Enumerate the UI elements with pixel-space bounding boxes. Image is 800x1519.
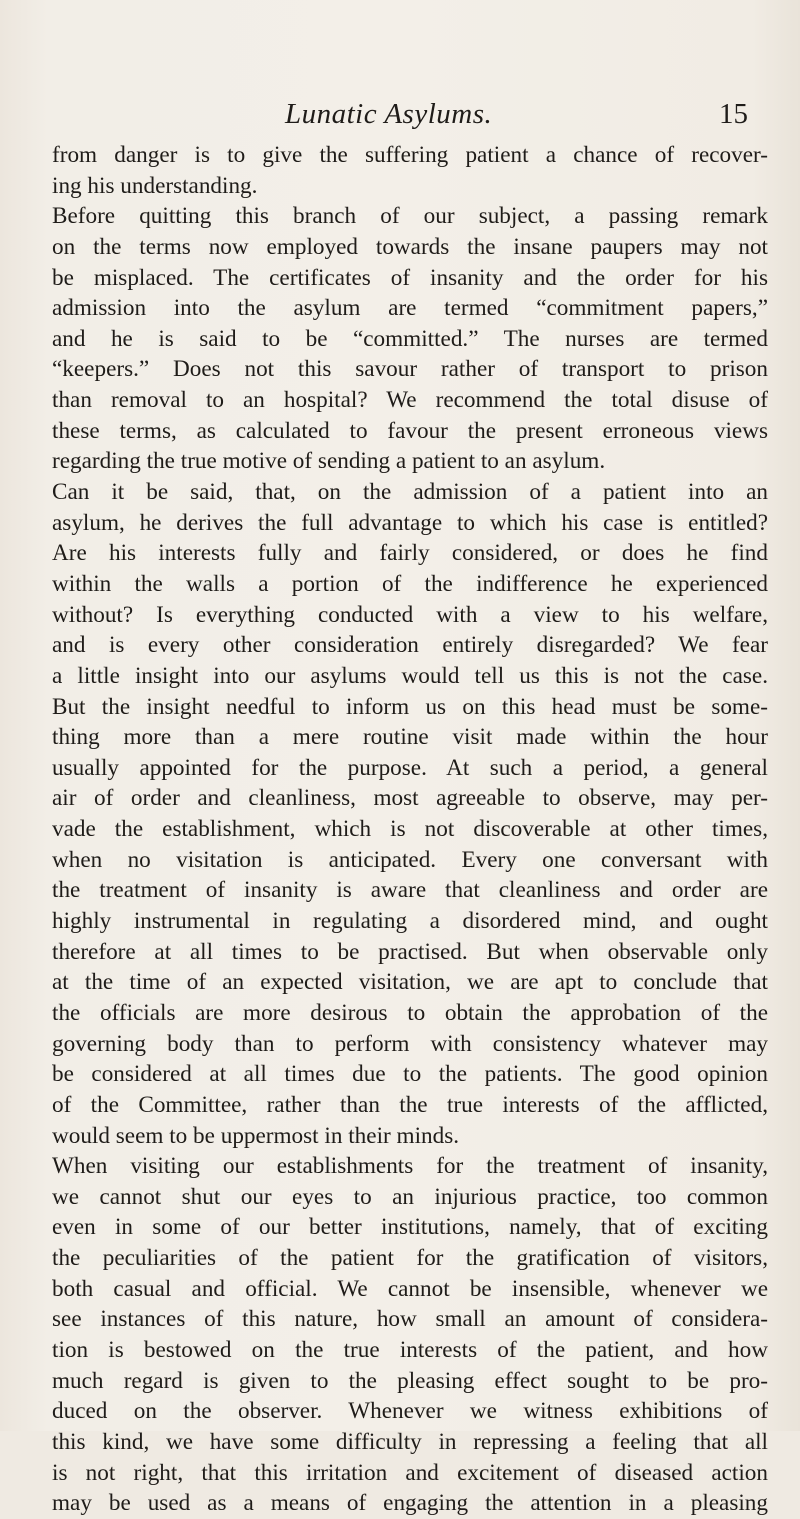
text-line: without? Is everything conducted with a view to his welfare, <box>52 601 768 628</box>
text-line: be considered at all times due to the patients. The good opinion <box>52 1061 768 1088</box>
text-line: governing body than to perform with consistency whatever may <box>52 1030 768 1057</box>
text-line: within the walls a portion of the indifference he experienced <box>52 570 768 597</box>
text-line: on the terms now employed towards the insane paupers may not <box>52 233 768 260</box>
body-text <box>52 140 768 1519</box>
text-line: much regard is given to the pleasing effect sought to be pro- <box>52 1367 768 1394</box>
text-line: at the time of an expected visitation, we are apt to conclude that <box>52 969 768 996</box>
text-line: be misplaced. The certificates of insanity and the order for his <box>52 264 768 291</box>
text-line: usually appointed for the purpose. At such a period, a general <box>52 754 768 781</box>
text-line: a little insight into our asylums would tell us this is not the case. <box>52 662 768 689</box>
page-header <box>0 98 800 138</box>
text-line: the treatment of insanity is aware that cleanliness and order are <box>52 877 768 904</box>
text-line: thing more than a mere routine visit made within the hour <box>52 724 768 751</box>
text-line: than removal to an hospital? We recommend the total disuse of <box>52 387 768 414</box>
text-line: admission into the asylum are termed “commitment papers,” <box>52 295 768 322</box>
text-line: ing his understanding. <box>52 172 258 199</box>
text-line: see instances of this nature, how small an amount of considera- <box>52 1306 768 1333</box>
text-line: even in some of our better institutions, namely, that of exciting <box>52 1214 768 1241</box>
text-line: duced on the observer. Whenever we witness exhibitions of <box>52 1398 768 1425</box>
page-number: 15 <box>719 98 748 130</box>
text-line: and he is said to be “committed.” The nurses are termed <box>52 325 768 352</box>
text-line: of the Committee, rather than the true interests of the afflicted, <box>52 1091 768 1118</box>
text-line: air of order and cleanliness, most agreeable to observe, may per- <box>52 785 768 812</box>
text-line: Before quitting this branch of our subject, a passing remark <box>52 203 768 230</box>
text-line: these terms, as calculated to favour the present erroneous views <box>52 417 768 444</box>
running-title: Lunatic Asylums. <box>285 98 493 130</box>
text-line: But the insight needful to inform us on this head must be some- <box>52 693 768 720</box>
text-line: vade the establishment, which is not discoverable at other times, <box>52 816 768 843</box>
text-line: is not right, that this irritation and excitement of diseased action <box>52 1459 768 1486</box>
text-line: the officials are more desirous to obtain the approbation of the <box>52 999 768 1026</box>
text-line: from danger is to give the suffering patient a chance of recover- <box>52 142 768 168</box>
text-line: when no visitation is anticipated. Every one conversant with <box>52 846 768 873</box>
text-line: would seem to be uppermost in their minds. <box>52 1122 460 1149</box>
text-line: this kind, we have some difficulty in repressing a feeling that all <box>52 1428 768 1455</box>
text-line: regarding the true motive of sending a patient to an asylum. <box>52 448 606 475</box>
text-line: tion is bestowed on the true interests of the patient, and how <box>52 1336 768 1363</box>
text-line: both casual and official. We cannot be insensible, whenever we <box>52 1275 768 1302</box>
text-line: the peculiarities of the patient for the gratification of visitors, <box>52 1245 768 1272</box>
text-line: Are his interests fully and fairly considered, or does he find <box>52 540 768 567</box>
text-line: and is every other consideration entirely disregarded? We fear <box>52 632 768 659</box>
text-line: “keepers.” Does not this savour rather of transport to prison <box>52 356 768 383</box>
text-line: highly instrumental in regulating a disordered mind, and ought <box>52 908 768 935</box>
text-line: we cannot shut our eyes to an injurious practice, too common <box>52 1183 768 1210</box>
text-line: asylum, he derives the full advantage to which his case is entitled? <box>52 509 768 536</box>
text-line: When visiting our establishments for the treatment of insanity, <box>52 1153 768 1180</box>
text-line: therefore at all times to be practised. But when observable only <box>52 938 768 965</box>
text-line: may be used as a means of engaging the attention in a pleasing <box>52 1490 768 1517</box>
text-line: Can it be said, that, on the admission of a patient into an <box>52 479 768 506</box>
